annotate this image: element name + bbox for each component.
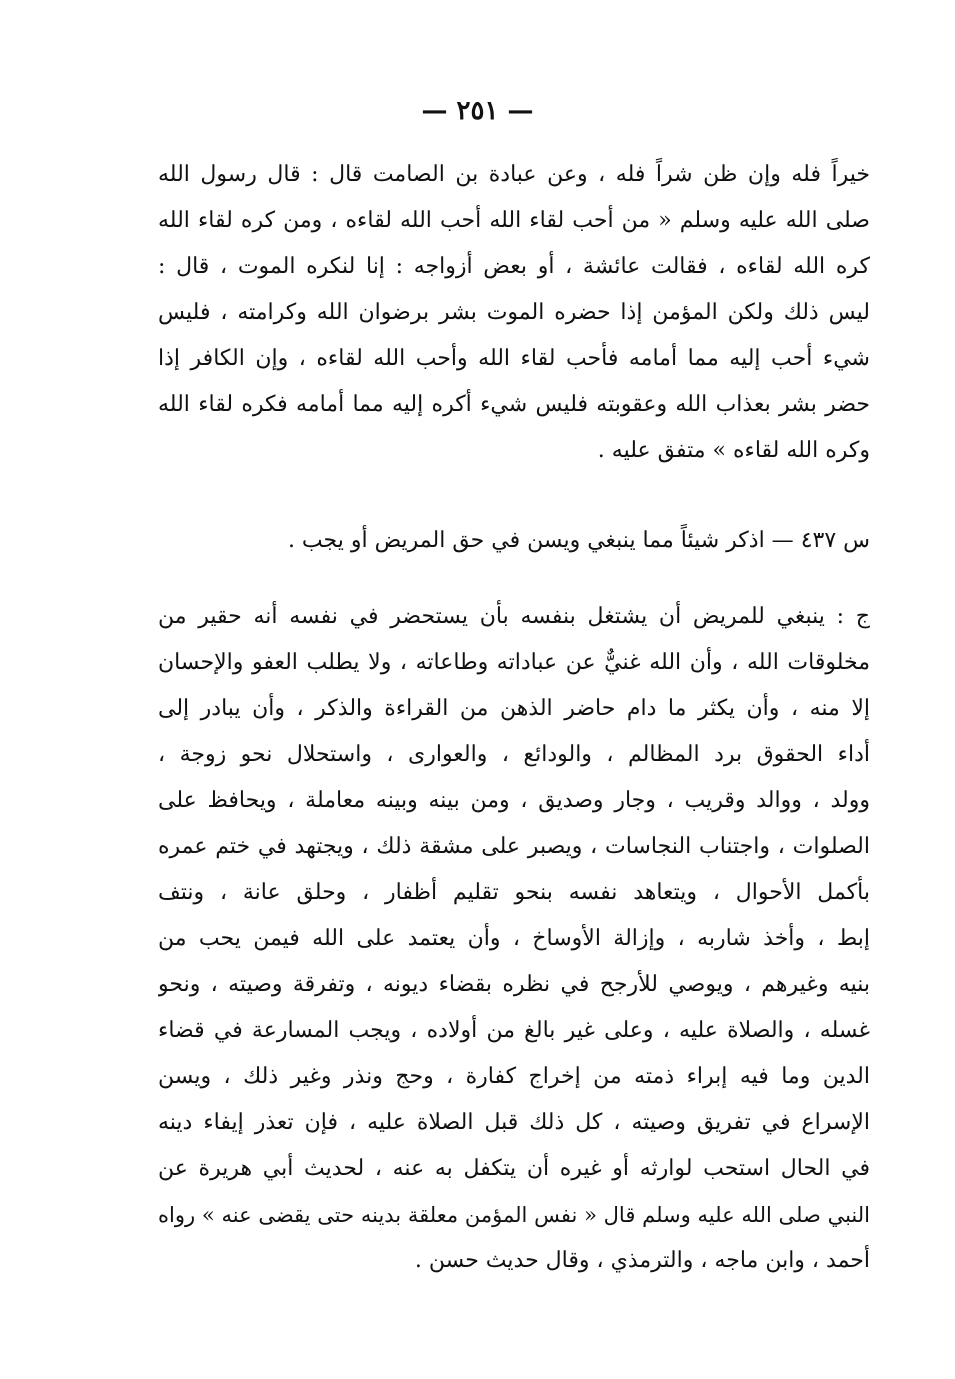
text-line: كره الله لقاءه ، فقالت عائشة ، أو بعض أزواجه : إنا لنكره الموت ، قال : bbox=[158, 254, 870, 279]
text-line: وولد ، ووالد وقريب ، وجار وصديق ، ومن بينه وبينه معاملة ، ويحافظ على bbox=[158, 788, 870, 813]
paragraph-hadith bbox=[158, 152, 870, 474]
text-line: صلى الله عليه وسلم « من أحب لقاء الله أحب الله لقاءه ، ومن كره لقاء الله bbox=[158, 208, 870, 233]
text-line: شيء أحب إليه مما أمامه فأحب لقاء الله وأحب الله لقاءه ، وإن الكافر إذا bbox=[158, 346, 870, 371]
text-line: الصلوات ، واجتناب النجاسات ، ويصبر على مشقة ذلك ، ويجتهد في ختم عمره bbox=[158, 834, 870, 859]
text-line: الإسراع في تفريق وصيته ، كل ذلك قبل الصلاة عليه ، فإن تعذر إيفاء دينه bbox=[158, 1110, 870, 1135]
text-line: غسله ، والصلاة عليه ، وعلى غير بالغ من أولاده ، ويجب المسارعة في قضاء bbox=[158, 1018, 870, 1043]
text-line: النبي صلى الله عليه وسلم قال « نفس المؤمن معلقة بدينه حتى يقضى عنه » رواه bbox=[158, 1203, 870, 1227]
text-line: ج : ينبغي للمريض أن يشتغل بنفسه بأن يستحضر في نفسه أنه حقير من bbox=[158, 604, 870, 629]
text-line: مخلوقات الله ، وأن الله غنيٌّ عن عباداته وطاعاته ، ولا يطلب العفو والإحسان bbox=[158, 650, 870, 675]
text-line: إبط ، وأخذ شاربه ، وإزالة الأوساخ ، وأن يعتمد على الله فيمن يحب من bbox=[158, 926, 870, 951]
text-line: في الحال استحب لوارثه أو غيره أن يتكفل به عنه ، لحديث أبي هريرة عن bbox=[158, 1156, 870, 1181]
text-line: إلا منه ، وأن يكثر ما دام حاضر الذهن من القراءة والذكر ، وأن يبادر إلى bbox=[158, 696, 870, 721]
text-line: خيراً فله وإن ظن شراً فله ، وعن عبادة بن الصامت قال : قال رسول الله bbox=[158, 162, 870, 187]
question-text: س ٤٣٧ — اذكر شيئاً مما ينبغي ويسن في حق المريض أو يجب . bbox=[287, 528, 870, 553]
page-number: — ٢٥١ — bbox=[421, 96, 534, 126]
text-line: أداء الحقوق برد المظالم ، والودائع ، والعوارى ، واستحلال نحو زوجة ، bbox=[158, 742, 870, 767]
text-line: وكره الله لقاءه » متفق عليه . bbox=[597, 438, 870, 463]
text-line: الدين وما فيه إبراء ذمته من إخراج كفارة ، وحج ونذر وغير ذلك ، ويسن bbox=[158, 1064, 870, 1089]
text-line: ليس ذلك ولكن المؤمن إذا حضره الموت بشر برضوان الله وكرامته ، فليس bbox=[158, 300, 870, 325]
text-line: بأكمل الأحوال ، ويتعاهد نفسه بنحو تقليم أظفار ، وحلق عانة ، ونتف bbox=[158, 880, 870, 905]
text-line: بنيه وغيرهم ، ويوصي للأرجح في نظره بقضاء ديونه ، وتفرقة وصيته ، ونحو bbox=[158, 972, 870, 997]
text-line: حضر بشر بعذاب الله وعقوبته فليس شيء أكره إليه مما أمامه فكره لقاء الله bbox=[158, 392, 870, 417]
answer-paragraph bbox=[158, 594, 870, 1284]
text-line: أحمد ، وابن ماجه ، والترمذي ، وقال حديث حسن . bbox=[414, 1248, 870, 1273]
question-437 bbox=[158, 518, 870, 564]
